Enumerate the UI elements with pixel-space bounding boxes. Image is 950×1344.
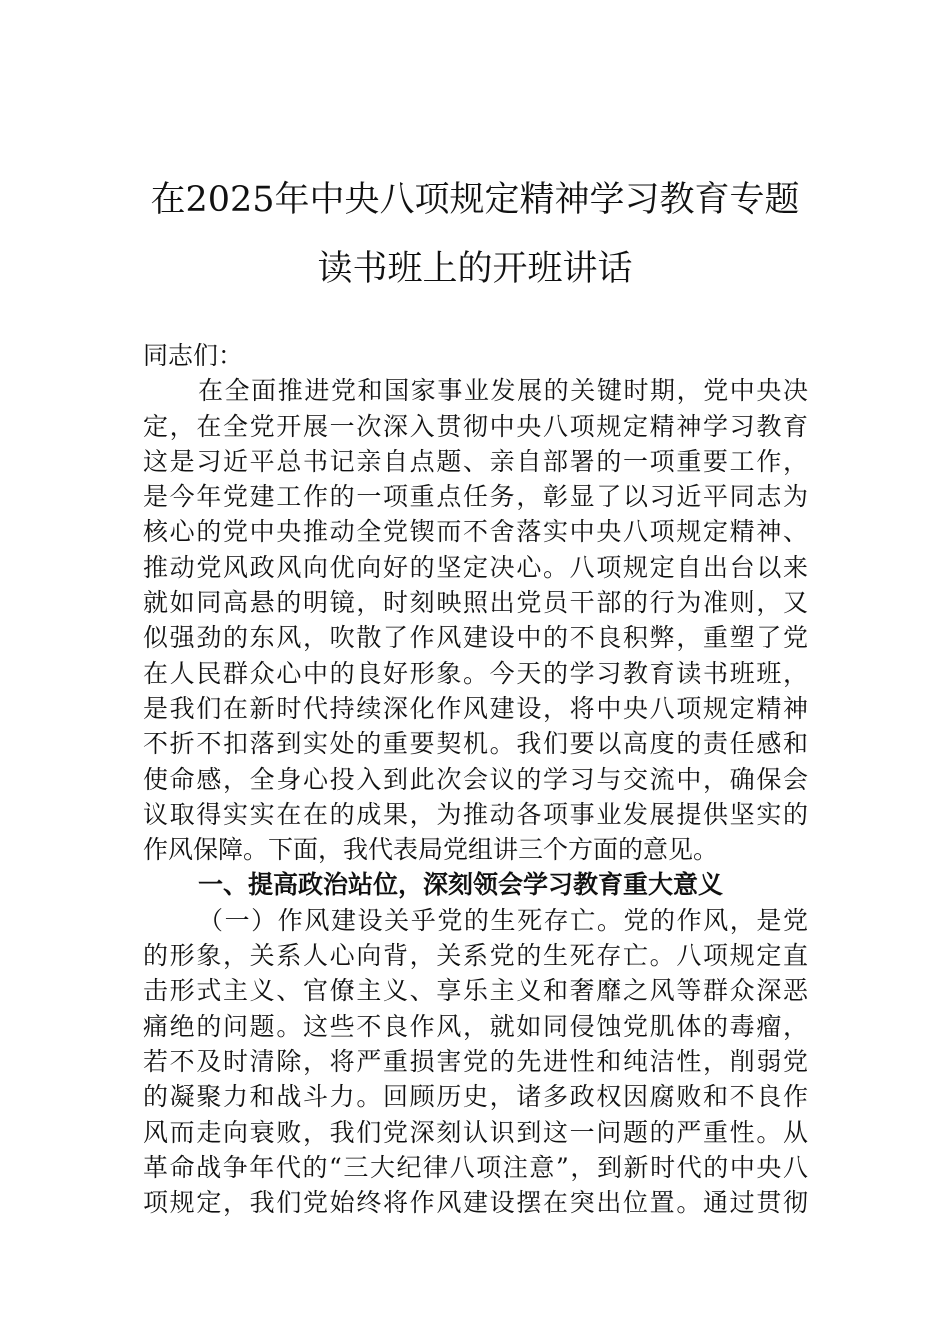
section-paragraph-line: 若不及时清除，将严重损害党的先进性和纯洁性，削弱党 bbox=[143, 1046, 808, 1076]
section-paragraph-line: （一）作风建设关乎党的生死存亡。党的作风，是党 bbox=[198, 905, 808, 935]
section-paragraph-line: 痛绝的问题。这些不良作风，就如同侵蚀党肌体的毒瘤， bbox=[143, 1011, 808, 1041]
salutation: 同志们： bbox=[143, 341, 244, 370]
section-paragraph-line: 的形象，关系人心向背，关系党的生死存亡。八项规定直 bbox=[143, 941, 808, 971]
paragraph-line: 是我们在新时代持续深化作风建设，将中央八项规定精神 bbox=[143, 693, 808, 723]
paragraph-line: 是今年党建工作的一项重点任务，彰显了以习近平同志为 bbox=[143, 482, 808, 512]
paragraph-line: 作风保障。下面，我代表局党组讲三个方面的意见。 bbox=[143, 835, 719, 865]
paragraph-line: 推动党风政风向优向好的坚定决心。八项规定自出台以来 bbox=[143, 552, 808, 582]
section-paragraph-line: 革命战争年代的“三大纪律八项注意”，到新时代的中央八 bbox=[143, 1152, 808, 1182]
paragraph-line: 议取得实实在在的成果，为推动各项事业发展提供坚实的 bbox=[143, 799, 808, 829]
paragraph-line: 不折不扣落到实处的重要契机。我们要以高度的责任感和 bbox=[143, 729, 808, 759]
paragraph-line: 定，在全党开展一次深入贯彻中央八项规定精神学习教育 bbox=[143, 411, 808, 441]
paragraph-line: 在人民群众心中的良好形象。今天的学习教育读书班班， bbox=[143, 658, 808, 688]
section-paragraph-line: 的凝聚力和战斗力。回顾历史，诸多政权因腐败和不良作 bbox=[143, 1082, 808, 1112]
section-paragraph-line: 风而走向衰败，我们党深刻认识到这一问题的严重性。从 bbox=[143, 1117, 808, 1147]
document-title-line-2: 读书班上的开班讲话 bbox=[317, 249, 633, 289]
document-body bbox=[143, 338, 808, 1220]
paragraph-line: 使命感，全身心投入到此次会议的学习与交流中，确保会 bbox=[143, 764, 808, 794]
paragraph-line: 就如同高悬的明镜，时刻映照出党员干部的行为准则，又 bbox=[143, 588, 808, 618]
document-title-line-1: 在2025年中央八项规定精神学习教育专题 bbox=[150, 180, 800, 220]
paragraph-line: 在全面推进党和国家事业发展的关键时期，党中央决 bbox=[198, 376, 808, 406]
paragraph-line: 似强劲的东风，吹散了作风建设中的不良积弊，重塑了党 bbox=[143, 623, 808, 653]
section-paragraph-line: 项规定，我们党始终将作风建设摆在突出位置。通过贯彻 bbox=[143, 1188, 808, 1218]
paragraph-line: 这是习近平总书记亲自点题、亲自部署的一项重要工作， bbox=[143, 446, 808, 476]
section-heading: 一、提高政治站位，深刻领会学习教育重大意义 bbox=[198, 870, 724, 900]
section-paragraph-line: 击形式主义、官僚主义、享乐主义和奢靡之风等群众深恶 bbox=[143, 976, 808, 1006]
paragraph-line: 核心的党中央推动全党锲而不舍落实中央八项规定精神、 bbox=[143, 517, 808, 547]
